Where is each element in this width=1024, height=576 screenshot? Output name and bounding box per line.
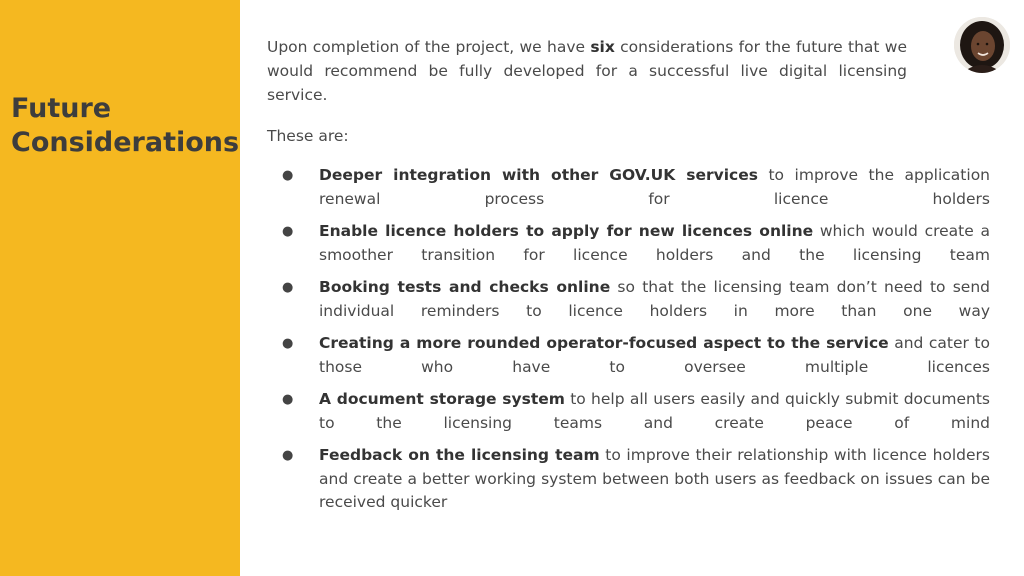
sidebar-panel [0, 0, 240, 576]
intro-paragraph: Upon completion of the project, we have six considerations for the future that we would recommend be fully developed for a successful live digital licensing service. [267, 38, 907, 104]
list-item: ● Deeper integration with other GOV.UK services to improve the application renewal process for licence holders [282, 166, 990, 208]
bullet-icon: ● [282, 168, 294, 183]
person-photo-icon [954, 17, 1010, 73]
bullet-icon: ● [282, 392, 294, 407]
bullet-icon: ● [282, 280, 294, 295]
considerations-list [282, 164, 990, 524]
list-item: ● Enable licence holders to apply for new licences online which would create a smoother transition for licence holders and the licensing team [282, 222, 990, 264]
bullet-icon: ● [282, 336, 294, 351]
list-item: ● Feedback on the licensing team to improve their relationship with licence holders and create a better working system between both users as feedback on issues can be received quicker [282, 446, 990, 511]
intro-emphasis: six [590, 38, 615, 56]
list-item: ● Creating a more rounded operator-focused aspect to the service and cater to those who have to oversee multiple licences [282, 334, 990, 376]
list-item: ● A document storage system to help all users easily and quickly submit documents to the licensing teams and create peace of mind [282, 390, 990, 432]
page-title: Future Considerations [11, 93, 240, 158]
avatar [954, 17, 1010, 73]
bullet-icon: ● [282, 448, 294, 463]
bullet-icon: ● [282, 224, 294, 239]
list-lead: These are: [267, 127, 349, 145]
list-item: ● Booking tests and checks online so that the licensing team don’t need to send individual reminders to licence holders in more than one way [282, 278, 990, 320]
